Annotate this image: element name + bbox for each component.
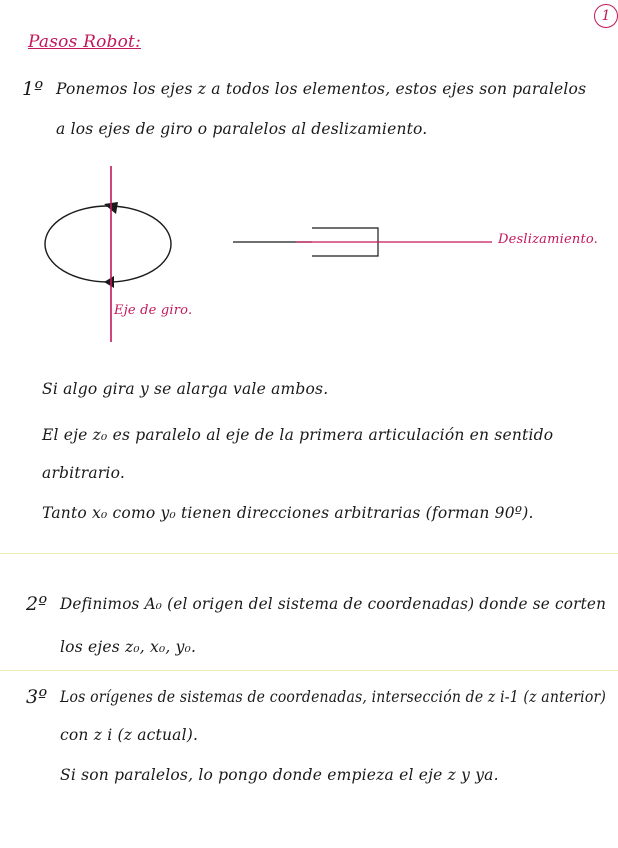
- step-1-note-3: Tanto x₀ como y₀ tienen direcciones arbitrarias (forman 90º).: [42, 504, 534, 522]
- step-3-line-1: Los orígenes de sistemas de coordenadas, intersección de z i-1 (z anterior): [60, 688, 607, 706]
- step-1-note-1: Si algo gira y se alarga vale ambos.: [42, 380, 329, 398]
- page-title: Pasos Robot:: [28, 32, 142, 52]
- step-2-number: 2º: [26, 593, 48, 615]
- section-separator: [0, 553, 618, 554]
- slide-label: Deslizamiento.: [498, 232, 599, 247]
- step-3-line-3: Si son paralelos, lo pongo donde empieza el eje z y ya.: [60, 766, 499, 784]
- step-1-number: 1º: [22, 78, 44, 100]
- page-number: 1: [594, 4, 618, 28]
- axes-figure: [0, 150, 618, 350]
- ellipse-arrow-bottom: [104, 276, 114, 288]
- step-3-line-2: con z i (z actual).: [60, 726, 199, 744]
- step-1-line-1: Ponemos los ejes z a todos los elementos, estos ejes son paralelos: [56, 80, 587, 98]
- section-separator: [0, 670, 618, 671]
- rotation-axis-label: Eje de giro.: [114, 303, 193, 318]
- step-3-number: 3º: [26, 686, 48, 708]
- rotation-ellipse: [45, 206, 171, 282]
- step-1-note-2a: El eje z₀ es paralelo al eje de la primera articulación en sentido: [42, 426, 554, 444]
- step-1-note-2b: arbitrario.: [42, 464, 125, 482]
- step-1-line-2: a los ejes de giro o paralelos al deslizamiento.: [56, 120, 428, 138]
- step-2-line-2: los ejes z₀, x₀, y₀.: [60, 638, 197, 656]
- step-2-line-1: Definimos A₀ (el origen del sistema de coordenadas) donde se corten: [60, 595, 607, 613]
